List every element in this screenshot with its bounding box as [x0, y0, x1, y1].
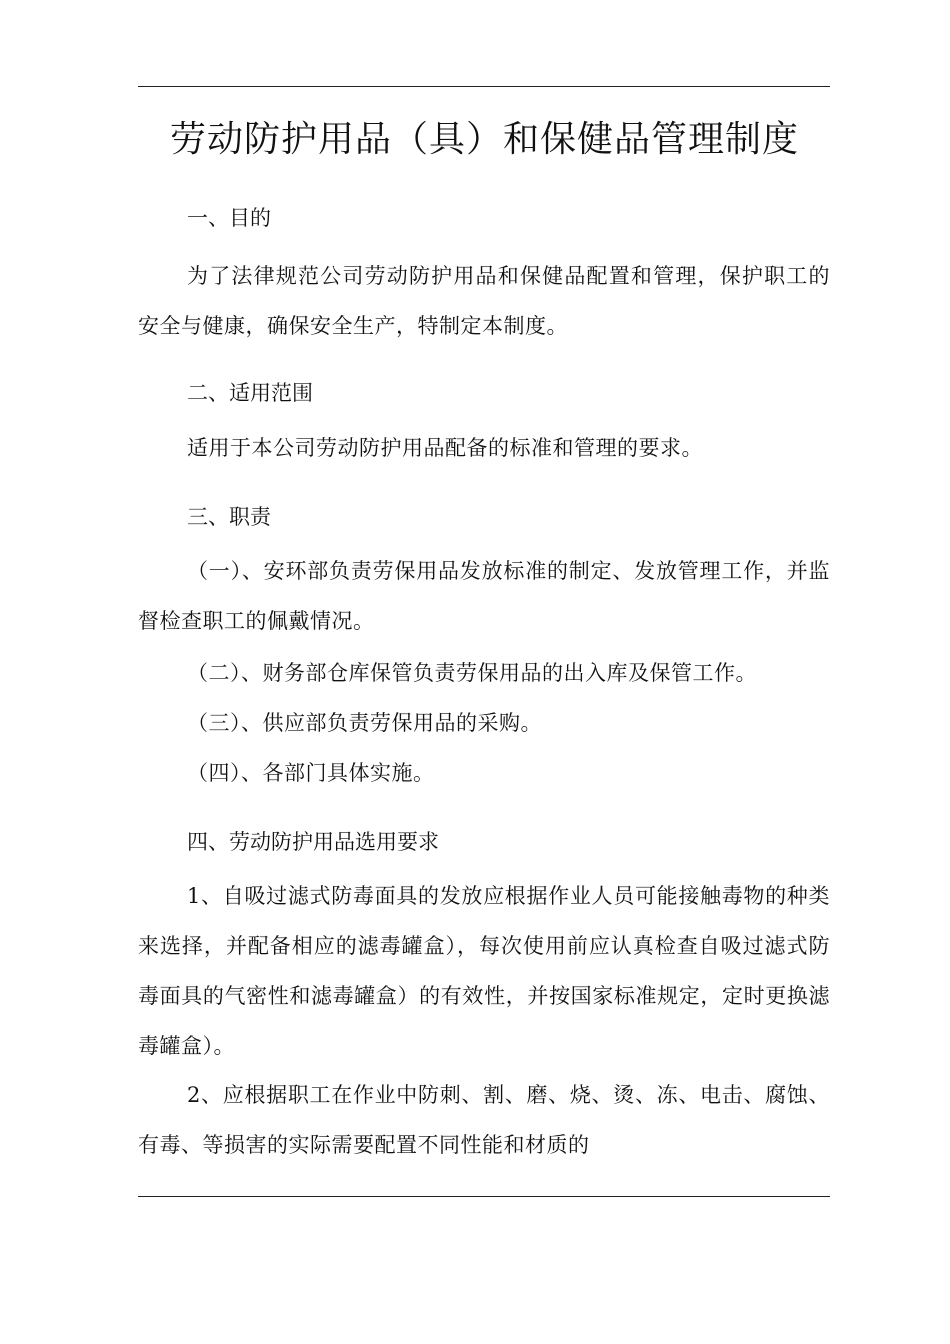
paragraph-responsibility-3: （三）、供应部负责劳保用品的采购。 — [187, 711, 542, 735]
paragraph-responsibility-1: （一）、安环部负责劳保用品发放标准的制定、发放管理工作，并监督检查职工的佩戴情况。 — [138, 559, 830, 633]
section-heading-selection-requirements: 四、劳动防护用品选用要求 — [187, 830, 439, 854]
section-heading-purpose: 一、目的 — [187, 206, 271, 230]
paragraph-scope: 适用于本公司劳动防护用品配备的标准和管理的要求。 — [187, 436, 703, 460]
document-title: 劳动防护用品（具）和保健品管理制度 — [170, 119, 800, 160]
paragraph-requirement-2: 2、应根据职工在作业中防刺、割、磨、烧、烫、冻、电击、腐蚀、有毒、等损害的实际需要配置不同性能和材质的 — [138, 1083, 830, 1157]
footer-rule — [138, 1196, 830, 1197]
section-heading-responsibilities: 三、职责 — [187, 505, 271, 529]
header-rule — [138, 86, 830, 87]
section-heading-scope: 二、适用范围 — [187, 381, 313, 405]
paragraph-responsibility-2: （二）、财务部仓库保管负责劳保用品的出入库及保管工作。 — [187, 661, 757, 685]
paragraph-purpose: 为了法律规范公司劳动防护用品和保健品配置和管理，保护职工的安全与健康，确保安全生产，特制定本制度。 — [138, 264, 830, 338]
paragraph-requirement-1: 1、自吸过滤式防毒面具的发放应根据作业人员可能接触毒物的种类来选择，并配备相应的滤毒罐盒），每次使用前应认真检查自吸过滤式防毒面具的气密性和滤毒罐盒）的有效性，并按国家标准规定，定时更换滤毒罐盒）。 — [138, 884, 830, 1058]
paragraph-responsibility-4: （四）、各部门具体实施。 — [187, 761, 435, 785]
